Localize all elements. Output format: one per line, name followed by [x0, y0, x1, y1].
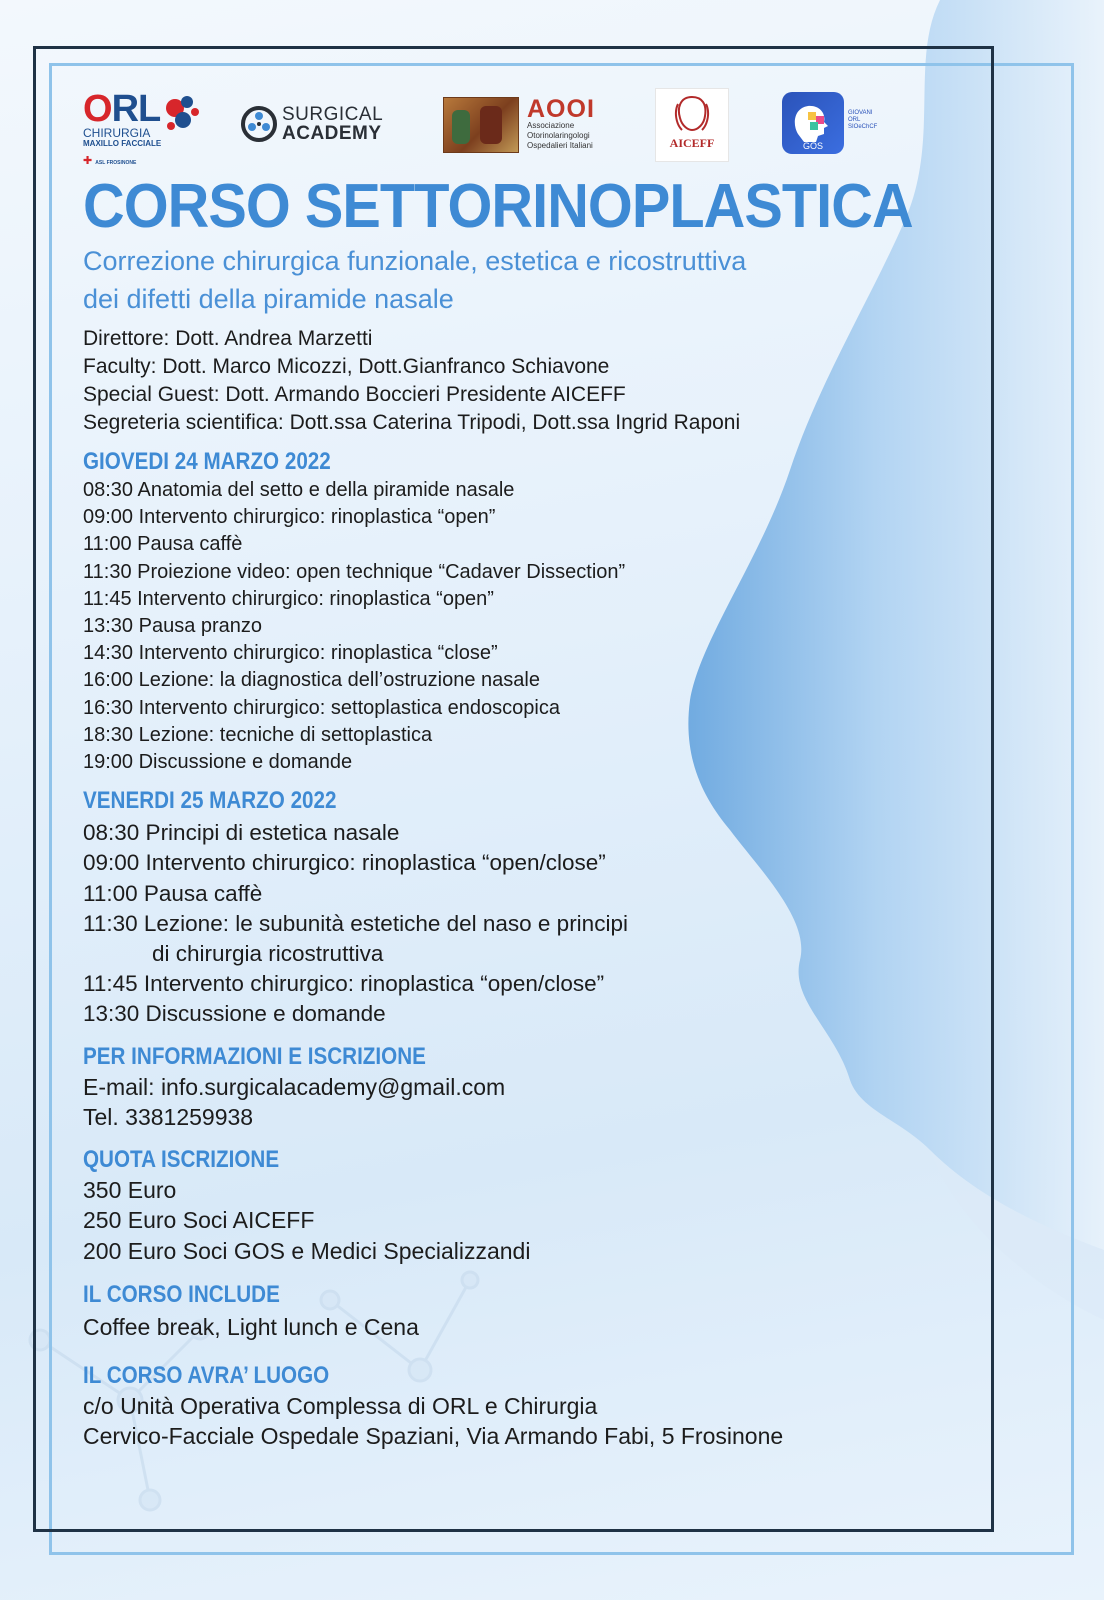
course-subtitle — [83, 242, 1073, 318]
contact-email: E-mail: info.surgicalacademy@gmail.com — [83, 1073, 506, 1100]
contact-phone: Tel. 3381259938 — [83, 1104, 254, 1131]
fee-heading: QUOTA ISCRIZIONE — [83, 1145, 280, 1173]
schedule-item: 11:00 Pausa caffè — [83, 880, 263, 906]
schedule-item: 09:00 Intervento chirurgico: rinoplastica “open/close” — [83, 850, 606, 876]
gos-side-line2: ORL — [848, 117, 861, 123]
logos-row — [83, 88, 1073, 174]
schedule-item-continuation: di chirurgia ricostruttiva — [152, 941, 384, 967]
surgical-academy-line1: SURGICAL — [282, 104, 384, 125]
orl-logo-line3: ASL FROSINONE — [95, 160, 137, 166]
schedule-item: 08:30 Anatomia del setto e della piramide nasale — [83, 479, 515, 501]
aooi-line3: Ospedalieri Italiani — [527, 141, 593, 150]
schedule-item: 13:30 Pausa pranzo — [83, 615, 263, 638]
schedule-item: 19:00 Discussione e domande — [83, 751, 353, 774]
aooi-logo — [443, 97, 623, 155]
venue-address — [83, 1391, 1073, 1452]
aooi-painting-icon — [443, 97, 519, 153]
aiceff-logo — [655, 88, 729, 162]
schedule-item: 13:30 Discussione e domande — [83, 1001, 386, 1027]
orl-cross-icon: ✚ ASL FROSINONE — [83, 155, 137, 167]
gos-label: GOS — [802, 141, 823, 151]
day1-heading: GIOVEDI 24 MARZO 2022 — [83, 448, 331, 475]
schedule-item: 16:00 Lezione: la diagnostica dell’ostruzione nasale — [83, 669, 540, 692]
includes-heading: IL CORSO INCLUDE — [83, 1281, 280, 1309]
schedule-item: 09:00 Intervento chirurgico: rinoplastica “open” — [83, 506, 496, 529]
gos-side-line1: GIOVANI — [848, 110, 873, 116]
staff-faculty: Faculty: Dott. Marco Micozzi, Dott.Gianfranco Schiavone — [83, 355, 610, 378]
aooi-line1: Associazione — [527, 121, 575, 130]
aooi-line2: Otorinolaringologi — [527, 131, 590, 140]
aiceff-name: AICEFF — [669, 136, 715, 150]
orl-molecule-icon — [163, 94, 203, 138]
aooi-title: AOOI — [527, 95, 595, 123]
schedule-item: 16:30 Intervento chirurgico: settoplastica endoscopica — [83, 696, 560, 719]
fee-item: 350 Euro — [83, 1176, 177, 1203]
schedule-item: 11:45 Intervento chirurgico: rinoplastica “open/close” — [83, 971, 605, 997]
flyer-content — [83, 88, 1073, 1452]
orl-logo-o: O — [83, 88, 112, 130]
orl-logo-line2: MAXILLO FACCIALE — [83, 139, 162, 148]
schedule-item: 11:30 Proiezione video: open technique “Cadaver Dissection” — [83, 560, 626, 583]
venue-line2: Cervico-Facciale Ospedale Spaziani, Via Armando Fabi, 5 Frosinone — [83, 1423, 784, 1450]
gos-head-icon — [782, 92, 844, 154]
day2-heading: VENERDI 25 MARZO 2022 — [83, 787, 337, 815]
staff-list — [83, 325, 1073, 437]
schedule-item: 11:30 Lezione: le subunità estetiche del naso e principi — [83, 910, 628, 936]
subtitle-line1: Correzione chirurgica funzionale, estetica e ricostruttiva — [83, 246, 747, 276]
staff-special-guest: Special Guest: Dott. Armando Boccieri Presidente AICEFF — [83, 383, 626, 406]
orl-logo — [83, 88, 203, 167]
includes-text: Coffee break, Light lunch e Cena — [83, 1314, 419, 1341]
schedule-item: 11:00 Pausa caffè — [83, 533, 243, 556]
surgical-academy-line2: ACADEMY — [282, 123, 382, 144]
aiceff-face-icon — [672, 94, 712, 132]
gos-logo — [782, 92, 892, 156]
venue-heading: IL CORSO AVRA’ LUOGO — [83, 1361, 330, 1389]
orl-logo-line1: CHIRURGIA — [83, 126, 151, 140]
schedule-item: 11:45 Intervento chirurgico: rinoplastica “open” — [83, 587, 494, 610]
contact-info — [83, 1072, 1073, 1133]
day2-schedule — [83, 818, 1073, 1029]
staff-director: Direttore: Dott. Andrea Marzetti — [83, 327, 373, 350]
fee-item: 200 Euro Soci GOS e Medici Specializzandi — [83, 1237, 531, 1264]
subtitle-line2: dei difetti della piramide nasale — [83, 284, 454, 314]
orl-logo-rl: RL — [111, 88, 161, 130]
gos-side-line3: SIOeChCF — [848, 124, 878, 130]
schedule-item: 14:30 Intervento chirurgico: rinoplastica “close” — [83, 642, 498, 665]
fee-item: 250 Euro Soci AICEFF — [83, 1207, 315, 1234]
schedule-item: 08:30 Principi di estetica nasale — [83, 820, 400, 846]
contact-heading: PER INFORMAZIONI E ISCRIZIONE — [83, 1042, 426, 1070]
schedule-item: 18:30 Lezione: tecniche di settoplastica — [83, 723, 433, 746]
fee-list — [83, 1175, 1073, 1267]
staff-secretariat: Segreteria scientifica: Dott.ssa Caterina Tripodi, Dott.ssa Ingrid Raponi — [83, 411, 741, 434]
day1-schedule — [83, 477, 1073, 776]
film-reel-icon — [240, 105, 278, 143]
venue-line1: c/o Unità Operativa Complessa di ORL e Chirurgia — [83, 1392, 598, 1419]
course-title: CORSO SETTORINOPLASTICA — [83, 172, 913, 241]
surgical-academy-logo — [240, 100, 400, 148]
